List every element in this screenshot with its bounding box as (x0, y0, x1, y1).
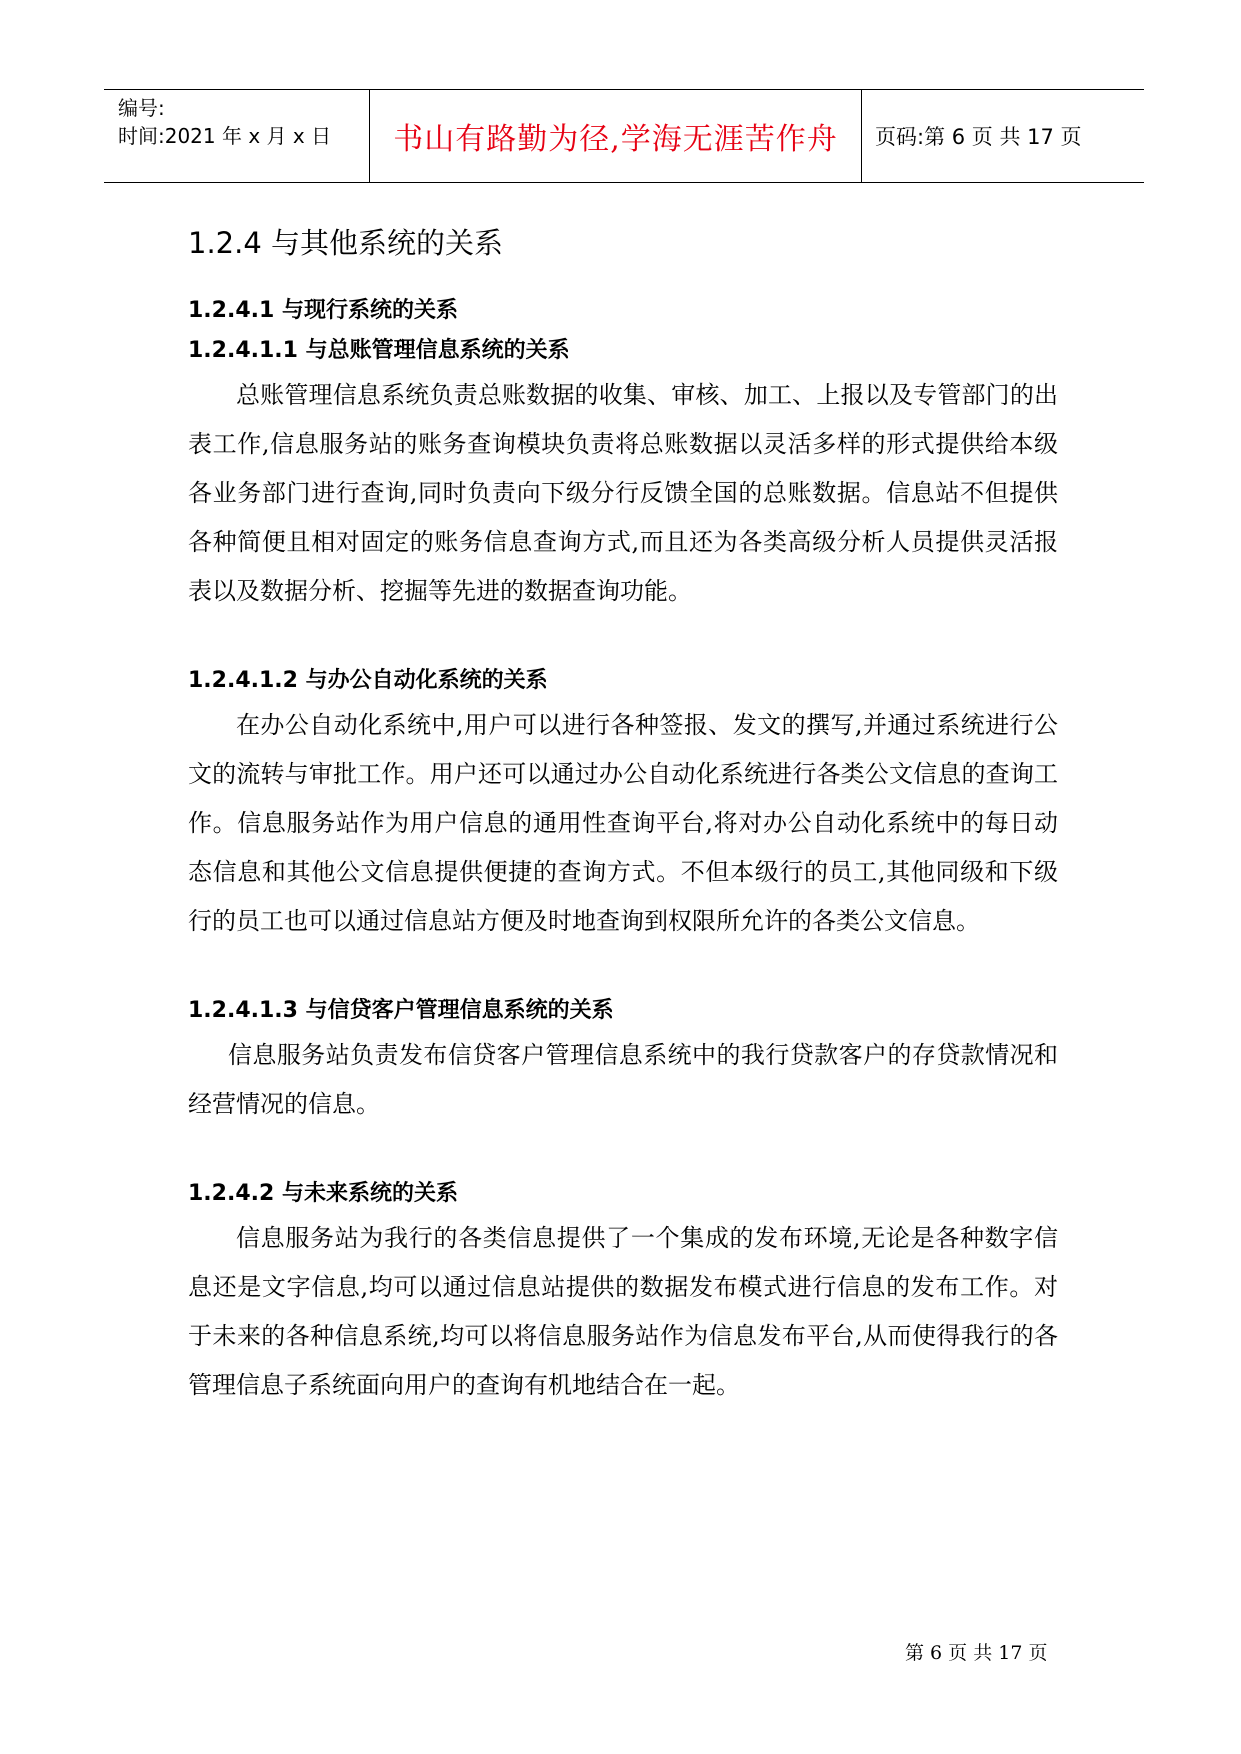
number-label: 编号: (118, 96, 165, 120)
page-header (104, 89, 1144, 183)
item-paragraph: 在办公自动化系统中,用户可以进行各种签报、发文的撰写,并通过系统进行公文的流转与审批工作。用户还可以通过办公自动化系统进行各类公文信息的查询工作。信息服务站作为用户信息的通用性查询平台,将对办公自动化系统中的每日动态信息和其他公文信息提供便捷的查询方式。不但本级行的员工,其他同级和下级行的员工也可以通过信息站方便及时地查询到权限所允许的各类公文信息。 (188, 711, 1058, 935)
time-label: 时间:2021 年 x 月 x 日 (118, 124, 332, 148)
header-divider (861, 90, 862, 182)
subsection-title: 1.2.4.1 与现行系统的关系 (188, 298, 458, 323)
item-paragraph: 总账管理信息系统负责总账数据的收集、审核、加工、上报以及专管部门的出表工作,信息服务站的账务查询模块负责将总账数据以灵活多样的形式提供给本级各业务部门进行查询,同时负责向下级分行反馈全国的总账数据。信息站不但提供各种简便且相对固定的账务信息查询方式,而且还为各类高级分析人员提供灵活报表以及数据分析、挖掘等先进的数据查询功能。 (188, 381, 1058, 605)
header-page-number: 页码:第 6 页 共 17 页 (875, 125, 1082, 149)
item-title: 1.2.4.1.1 与总账管理信息系统的关系 (188, 338, 570, 363)
subsection-paragraph: 信息服务站为我行的各类信息提供了一个集成的发布环境,无论是各种数字信息还是文字信息,均可以通过信息站提供的数据发布模式进行信息的发布工作。对于未来的各种信息系统,均可以将信息服务站作为信息发布平台,从而使得我行的各管理信息子系统面向用户的查询有机地结合在一起。 (188, 1224, 1058, 1399)
item-title: 1.2.4.1.2 与办公自动化系统的关系 (188, 668, 548, 693)
subsection-title: 1.2.4.2 与未来系统的关系 (188, 1181, 458, 1206)
document-body (188, 220, 1058, 1410)
page-footer: 第 6 页 共 17 页 (905, 1642, 1048, 1664)
section-title: 1.2.4 与其他系统的关系 (188, 226, 504, 260)
header-meta (118, 94, 331, 150)
item-title: 1.2.4.1.3 与信贷客户管理信息系统的关系 (188, 998, 614, 1023)
header-motto: 书山有路勤为径,学海无涯苦作舟 (393, 122, 838, 157)
item-paragraph: 信息服务站负责发布信贷客户管理信息系统中的我行贷款客户的存贷款情况和经营情况的信息。 (188, 1041, 1058, 1118)
